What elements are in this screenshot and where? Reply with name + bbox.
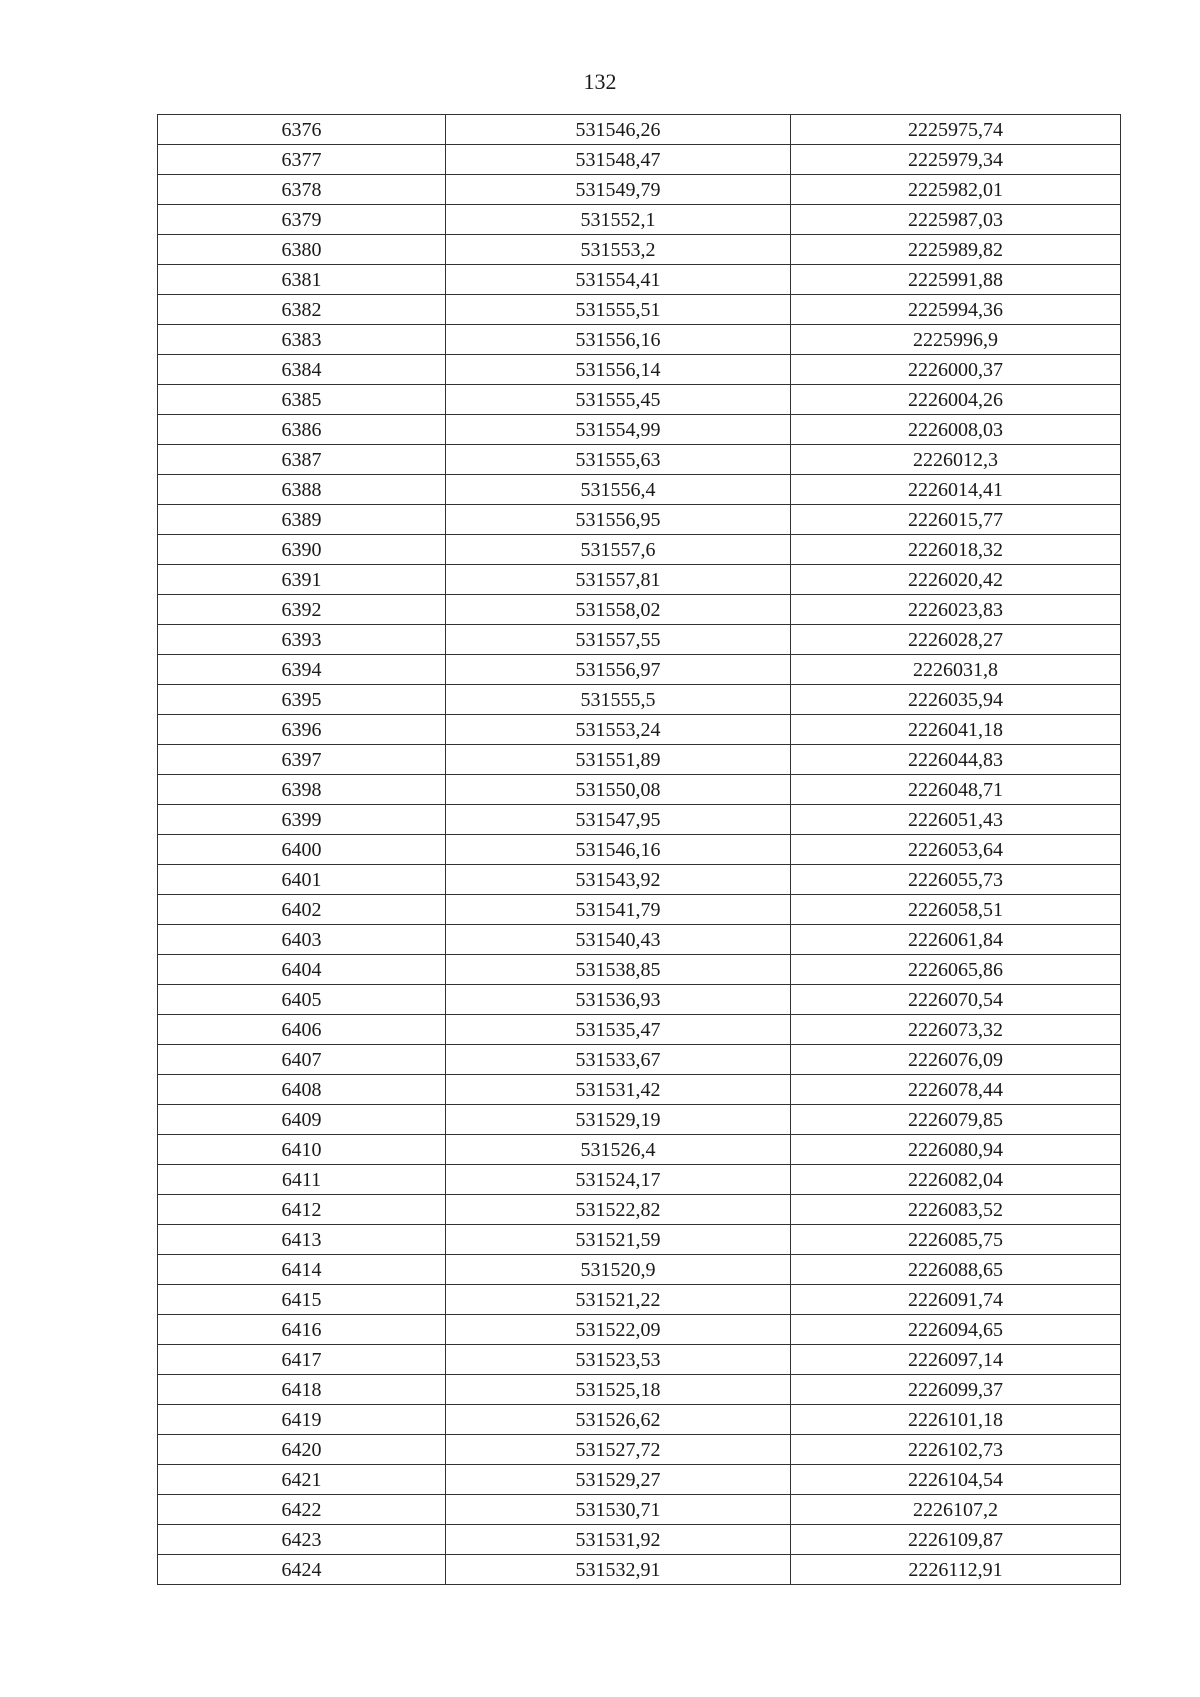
table-row <box>158 1015 1121 1045</box>
y-coordinate-cell: 2225991,88 <box>791 265 1121 295</box>
y-coordinate-cell: 2225979,34 <box>791 145 1121 175</box>
point-number-cell: 6407 <box>158 1045 446 1075</box>
point-number-cell: 6383 <box>158 325 446 355</box>
table-row <box>158 445 1121 475</box>
table-row <box>158 1375 1121 1405</box>
x-coordinate-cell: 531543,92 <box>446 865 791 895</box>
point-number-cell: 6410 <box>158 1135 446 1165</box>
y-coordinate-cell: 2226014,41 <box>791 475 1121 505</box>
table-row <box>158 1315 1121 1345</box>
x-coordinate-cell: 531556,14 <box>446 355 791 385</box>
point-number-cell: 6403 <box>158 925 446 955</box>
x-coordinate-cell: 531521,59 <box>446 1225 791 1255</box>
table-row <box>158 805 1121 835</box>
table-row <box>158 415 1121 445</box>
x-coordinate-cell: 531541,79 <box>446 895 791 925</box>
y-coordinate-cell: 2226104,54 <box>791 1465 1121 1495</box>
y-coordinate-cell: 2225989,82 <box>791 235 1121 265</box>
point-number-cell: 6382 <box>158 295 446 325</box>
x-coordinate-cell: 531553,24 <box>446 715 791 745</box>
point-number-cell: 6399 <box>158 805 446 835</box>
point-number-cell: 6423 <box>158 1525 446 1555</box>
y-coordinate-cell: 2226023,83 <box>791 595 1121 625</box>
table-row <box>158 535 1121 565</box>
table-row <box>158 295 1121 325</box>
point-number-cell: 6408 <box>158 1075 446 1105</box>
x-coordinate-cell: 531556,4 <box>446 475 791 505</box>
x-coordinate-cell: 531552,1 <box>446 205 791 235</box>
point-number-cell: 6416 <box>158 1315 446 1345</box>
table-row <box>158 775 1121 805</box>
y-coordinate-cell: 2226058,51 <box>791 895 1121 925</box>
point-number-cell: 6418 <box>158 1375 446 1405</box>
x-coordinate-cell: 531553,2 <box>446 235 791 265</box>
y-coordinate-cell: 2226088,65 <box>791 1255 1121 1285</box>
point-number-cell: 6415 <box>158 1285 446 1315</box>
x-coordinate-cell: 531556,95 <box>446 505 791 535</box>
table-row <box>158 505 1121 535</box>
y-coordinate-cell: 2226008,03 <box>791 415 1121 445</box>
point-number-cell: 6391 <box>158 565 446 595</box>
point-number-cell: 6400 <box>158 835 446 865</box>
y-coordinate-cell: 2226041,18 <box>791 715 1121 745</box>
x-coordinate-cell: 531526,62 <box>446 1405 791 1435</box>
y-coordinate-cell: 2226015,77 <box>791 505 1121 535</box>
y-coordinate-cell: 2226004,26 <box>791 385 1121 415</box>
x-coordinate-cell: 531554,41 <box>446 265 791 295</box>
point-number-cell: 6397 <box>158 745 446 775</box>
point-number-cell: 6388 <box>158 475 446 505</box>
x-coordinate-cell: 531538,85 <box>446 955 791 985</box>
y-coordinate-cell: 2226097,14 <box>791 1345 1121 1375</box>
y-coordinate-cell: 2226085,75 <box>791 1225 1121 1255</box>
table-row <box>158 745 1121 775</box>
point-number-cell: 6422 <box>158 1495 446 1525</box>
table-row <box>158 715 1121 745</box>
y-coordinate-cell: 2226035,94 <box>791 685 1121 715</box>
table-row <box>158 955 1121 985</box>
coordinates-table-body <box>158 115 1121 1585</box>
x-coordinate-cell: 531527,72 <box>446 1435 791 1465</box>
point-number-cell: 6378 <box>158 175 446 205</box>
table-row <box>158 385 1121 415</box>
y-coordinate-cell: 2226073,32 <box>791 1015 1121 1045</box>
table-row <box>158 925 1121 955</box>
y-coordinate-cell: 2226094,65 <box>791 1315 1121 1345</box>
y-coordinate-cell: 2226051,43 <box>791 805 1121 835</box>
y-coordinate-cell: 2226101,18 <box>791 1405 1121 1435</box>
point-number-cell: 6377 <box>158 145 446 175</box>
y-coordinate-cell: 2226099,37 <box>791 1375 1121 1405</box>
x-coordinate-cell: 531524,17 <box>446 1165 791 1195</box>
y-coordinate-cell: 2226065,86 <box>791 955 1121 985</box>
point-number-cell: 6381 <box>158 265 446 295</box>
point-number-cell: 6405 <box>158 985 446 1015</box>
table-row <box>158 1435 1121 1465</box>
table-row <box>158 1195 1121 1225</box>
point-number-cell: 6376 <box>158 115 446 145</box>
x-coordinate-cell: 531520,9 <box>446 1255 791 1285</box>
y-coordinate-cell: 2226112,91 <box>791 1555 1121 1585</box>
y-coordinate-cell: 2226020,42 <box>791 565 1121 595</box>
x-coordinate-cell: 531549,79 <box>446 175 791 205</box>
x-coordinate-cell: 531556,97 <box>446 655 791 685</box>
point-number-cell: 6394 <box>158 655 446 685</box>
table-row <box>158 625 1121 655</box>
point-number-cell: 6404 <box>158 955 446 985</box>
y-coordinate-cell: 2226076,09 <box>791 1045 1121 1075</box>
table-row <box>158 1405 1121 1435</box>
table-row <box>158 655 1121 685</box>
point-number-cell: 6421 <box>158 1465 446 1495</box>
coordinates-table <box>157 114 1121 1585</box>
y-coordinate-cell: 2226055,73 <box>791 865 1121 895</box>
point-number-cell: 6411 <box>158 1165 446 1195</box>
x-coordinate-cell: 531522,09 <box>446 1315 791 1345</box>
x-coordinate-cell: 531555,63 <box>446 445 791 475</box>
table-row <box>158 1165 1121 1195</box>
table-row <box>158 1255 1121 1285</box>
point-number-cell: 6396 <box>158 715 446 745</box>
x-coordinate-cell: 531548,47 <box>446 145 791 175</box>
x-coordinate-cell: 531535,47 <box>446 1015 791 1045</box>
y-coordinate-cell: 2226083,52 <box>791 1195 1121 1225</box>
y-coordinate-cell: 2226000,37 <box>791 355 1121 385</box>
point-number-cell: 6385 <box>158 385 446 415</box>
table-row <box>158 1135 1121 1165</box>
x-coordinate-cell: 531523,53 <box>446 1345 791 1375</box>
y-coordinate-cell: 2226107,2 <box>791 1495 1121 1525</box>
x-coordinate-cell: 531558,02 <box>446 595 791 625</box>
y-coordinate-cell: 2226079,85 <box>791 1105 1121 1135</box>
y-coordinate-cell: 2226080,94 <box>791 1135 1121 1165</box>
point-number-cell: 6380 <box>158 235 446 265</box>
point-number-cell: 6413 <box>158 1225 446 1255</box>
table-row <box>158 565 1121 595</box>
table-row <box>158 475 1121 505</box>
point-number-cell: 6379 <box>158 205 446 235</box>
table-row <box>158 985 1121 1015</box>
table-row <box>158 145 1121 175</box>
y-coordinate-cell: 2226053,64 <box>791 835 1121 865</box>
x-coordinate-cell: 531557,81 <box>446 565 791 595</box>
table-row <box>158 865 1121 895</box>
y-coordinate-cell: 2225975,74 <box>791 115 1121 145</box>
point-number-cell: 6392 <box>158 595 446 625</box>
x-coordinate-cell: 531522,82 <box>446 1195 791 1225</box>
y-coordinate-cell: 2226061,84 <box>791 925 1121 955</box>
x-coordinate-cell: 531531,42 <box>446 1075 791 1105</box>
point-number-cell: 6406 <box>158 1015 446 1045</box>
point-number-cell: 6409 <box>158 1105 446 1135</box>
x-coordinate-cell: 531555,5 <box>446 685 791 715</box>
y-coordinate-cell: 2226109,87 <box>791 1525 1121 1555</box>
x-coordinate-cell: 531521,22 <box>446 1285 791 1315</box>
point-number-cell: 6412 <box>158 1195 446 1225</box>
point-number-cell: 6386 <box>158 415 446 445</box>
y-coordinate-cell: 2226018,32 <box>791 535 1121 565</box>
point-number-cell: 6424 <box>158 1555 446 1585</box>
table-row <box>158 1495 1121 1525</box>
point-number-cell: 6384 <box>158 355 446 385</box>
y-coordinate-cell: 2225994,36 <box>791 295 1121 325</box>
y-coordinate-cell: 2226082,04 <box>791 1165 1121 1195</box>
point-number-cell: 6393 <box>158 625 446 655</box>
y-coordinate-cell: 2226048,71 <box>791 775 1121 805</box>
point-number-cell: 6390 <box>158 535 446 565</box>
point-number-cell: 6402 <box>158 895 446 925</box>
x-coordinate-cell: 531546,26 <box>446 115 791 145</box>
table-row <box>158 265 1121 295</box>
table-row <box>158 1045 1121 1075</box>
x-coordinate-cell: 531530,71 <box>446 1495 791 1525</box>
x-coordinate-cell: 531532,91 <box>446 1555 791 1585</box>
x-coordinate-cell: 531551,89 <box>446 745 791 775</box>
table-row <box>158 175 1121 205</box>
x-coordinate-cell: 531529,27 <box>446 1465 791 1495</box>
x-coordinate-cell: 531557,55 <box>446 625 791 655</box>
x-coordinate-cell: 531550,08 <box>446 775 791 805</box>
x-coordinate-cell: 531536,93 <box>446 985 791 1015</box>
point-number-cell: 6395 <box>158 685 446 715</box>
x-coordinate-cell: 531557,6 <box>446 535 791 565</box>
y-coordinate-cell: 2226044,83 <box>791 745 1121 775</box>
point-number-cell: 6414 <box>158 1255 446 1285</box>
table-row <box>158 1075 1121 1105</box>
table-row <box>158 325 1121 355</box>
y-coordinate-cell: 2225996,9 <box>791 325 1121 355</box>
point-number-cell: 6387 <box>158 445 446 475</box>
y-coordinate-cell: 2225987,03 <box>791 205 1121 235</box>
y-coordinate-cell: 2226078,44 <box>791 1075 1121 1105</box>
point-number-cell: 6420 <box>158 1435 446 1465</box>
point-number-cell: 6398 <box>158 775 446 805</box>
table-row <box>158 1525 1121 1555</box>
table-row <box>158 1285 1121 1315</box>
table-row <box>158 1465 1121 1495</box>
x-coordinate-cell: 531531,92 <box>446 1525 791 1555</box>
y-coordinate-cell: 2226028,27 <box>791 625 1121 655</box>
x-coordinate-cell: 531554,99 <box>446 415 791 445</box>
x-coordinate-cell: 531540,43 <box>446 925 791 955</box>
x-coordinate-cell: 531546,16 <box>446 835 791 865</box>
y-coordinate-cell: 2226031,8 <box>791 655 1121 685</box>
table-row <box>158 205 1121 235</box>
x-coordinate-cell: 531547,95 <box>446 805 791 835</box>
x-coordinate-cell: 531526,4 <box>446 1135 791 1165</box>
x-coordinate-cell: 531555,51 <box>446 295 791 325</box>
table-row <box>158 1345 1121 1375</box>
table-row <box>158 1105 1121 1135</box>
page-number: 132 <box>583 69 617 94</box>
table-row <box>158 1225 1121 1255</box>
table-row <box>158 235 1121 265</box>
point-number-cell: 6389 <box>158 505 446 535</box>
y-coordinate-cell: 2226012,3 <box>791 445 1121 475</box>
point-number-cell: 6417 <box>158 1345 446 1375</box>
x-coordinate-cell: 531556,16 <box>446 325 791 355</box>
y-coordinate-cell: 2226070,54 <box>791 985 1121 1015</box>
x-coordinate-cell: 531533,67 <box>446 1045 791 1075</box>
y-coordinate-cell: 2226102,73 <box>791 1435 1121 1465</box>
table-row <box>158 355 1121 385</box>
table-row <box>158 595 1121 625</box>
table-row <box>158 115 1121 145</box>
y-coordinate-cell: 2226091,74 <box>791 1285 1121 1315</box>
x-coordinate-cell: 531529,19 <box>446 1105 791 1135</box>
table-row <box>158 685 1121 715</box>
point-number-cell: 6401 <box>158 865 446 895</box>
table-row <box>158 1555 1121 1585</box>
x-coordinate-cell: 531525,18 <box>446 1375 791 1405</box>
point-number-cell: 6419 <box>158 1405 446 1435</box>
x-coordinate-cell: 531555,45 <box>446 385 791 415</box>
table-row <box>158 895 1121 925</box>
table-row <box>158 835 1121 865</box>
y-coordinate-cell: 2225982,01 <box>791 175 1121 205</box>
